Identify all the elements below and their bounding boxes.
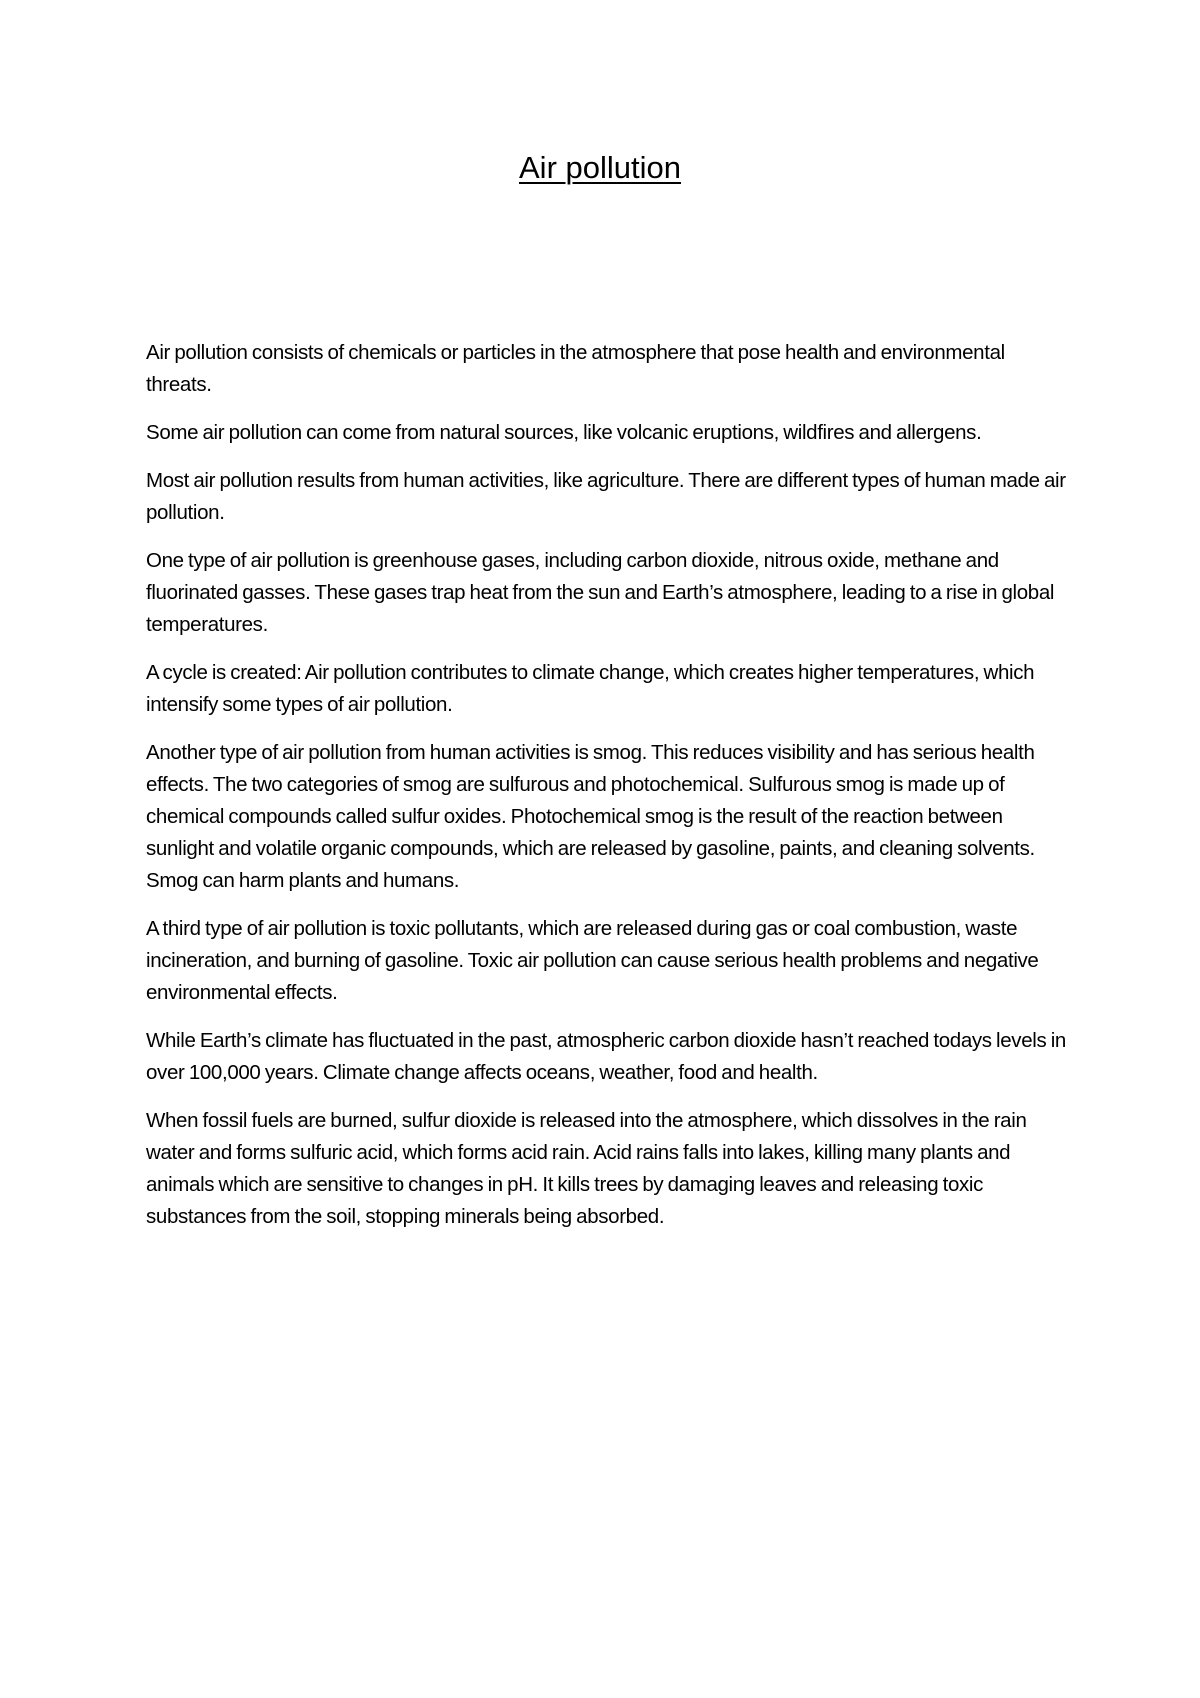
paragraph-1: Air pollution consists of chemicals or particles in the atmosphere that pose health and environmental threats. bbox=[146, 341, 1005, 396]
paragraph-7: A third type of air pollution is toxic pollutants, which are released during gas or coal combustion, waste incineration, and burning of gasoline. Toxic air pollution can cause serious health problems and negative environmental effects. bbox=[146, 917, 1039, 1004]
paragraph-4: One type of air pollution is greenhouse gases, including carbon dioxide, nitrous oxide, methane and fluorinated gasses. These gases trap heat from the sun and Earth’s atmosphere, leading to a rise in global temperatures. bbox=[146, 549, 1055, 636]
document-body bbox=[146, 337, 1066, 1249]
paragraph-8: While Earth’s climate has fluctuated in the past, atmospheric carbon dioxide hasn’t reached todays levels in over 100,000 years. Climate change affects oceans, weather, food and health. bbox=[146, 1029, 1066, 1084]
paragraph-6: Another type of air pollution from human activities is smog. This reduces visibility and has serious health effects. The two categories of smog are sulfurous and photochemical. Sulfurous smog is made up of chemical compounds called sulfur oxides. Photochemical smog is the result of the reaction between sunlight and volatile organic compounds, which are released by gasoline, paints, and cleaning solvents. Smog can harm plants and humans. bbox=[146, 741, 1035, 892]
document-title: Air pollution bbox=[519, 150, 681, 185]
paragraph-2: Some air pollution can come from natural sources, like volcanic eruptions, wildfires and allergens. bbox=[146, 421, 982, 444]
paragraph-9: When fossil fuels are burned, sulfur dioxide is released into the atmosphere, which dissolves in the rain water and forms sulfuric acid, which forms acid rain. Acid rains falls into lakes, killing many plants and animals which are sensitive to changes in pH. It kills trees by damaging leaves and releasing toxic substances from the soil, stopping minerals being absorbed. bbox=[146, 1109, 1027, 1228]
paragraph-3: Most air pollution results from human activities, like agriculture. There are different types of human made air pollution. bbox=[146, 469, 1066, 524]
paragraph-5: A cycle is created: Air pollution contributes to climate change, which creates higher temperatures, which intensify some types of air pollution. bbox=[146, 661, 1035, 716]
